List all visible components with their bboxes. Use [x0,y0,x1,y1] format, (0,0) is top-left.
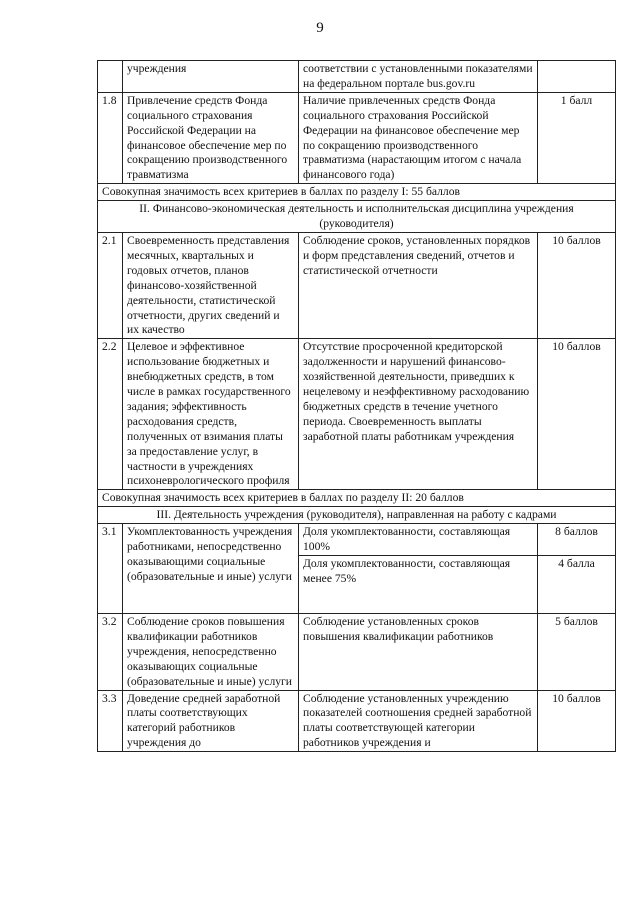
section-total-row [98,490,616,507]
table-row [98,524,616,556]
row-number: 3.2 [98,614,123,691]
indicator-text: соответствии с установленными показателями на федеральном портале bus.gov.ru [299,61,538,93]
row-number: 3.3 [98,690,123,752]
table-row [98,92,616,183]
indicator-text: Соблюдение установленных учреждению показателей соотношения средней заработной платы соответствующей категории работников учреждения и [299,690,538,752]
criterion-text: Доведение средней заработной платы соответствующих категорий работников учреждения до [123,690,299,752]
criterion-text: Привлечение средств Фонда социального страхования Российской Федерации на финансовое обеспечение мер по сокращению производственного травматизма [123,92,299,183]
criterion-text: учреждения [123,61,299,93]
page-number: 9 [316,20,324,36]
row-number: 1.8 [98,92,123,183]
row-number: 2.1 [98,232,123,338]
section-total-row [98,184,616,201]
criterion-text: Соблюдение сроков повышения квалификации работников учреждения, непосредственно оказывающих социальные (образовательные и иные) услуги [123,614,299,691]
points-value: 5 баллов [538,614,616,691]
points-value: 1 балл [538,92,616,183]
indicator-text: Доля укомплектованности, составляющая 100% [299,524,538,556]
criterion-text: Целевое и эффективное использование бюджетных и внебюджетных средств, в том числе в рамках государственного задания; эффективность расходования средств, полученных от взимания платы за предоставление услуг, в частности в учреждениях психоневрологического профиля [123,339,299,490]
points-value: 10 баллов [538,339,616,490]
row-number [98,61,123,93]
points-value [538,61,616,93]
table-row [98,61,616,93]
row-number: 2.2 [98,339,123,490]
section-heading: II. Финансово-экономическая деятельность и исполнительская дисциплина учреждения (руководителя) [98,201,616,233]
points-value: 8 баллов [538,524,616,556]
indicator-text: Отсутствие просроченной кредиторской задолженности и нарушений финансово-хозяйственной деятельности, приведших к нецелевому и неэффективному расходованию бюджетных средств в течение учетного периода. Своевременность выплаты заработной платы работникам учреждения [299,339,538,490]
table-row [98,232,616,338]
row-number: 3.1 [98,524,123,614]
section-heading-row [98,201,616,233]
section-total: Совокупная значимость всех критериев в баллах по разделу I: 55 баллов [98,184,616,201]
indicator-text: Наличие привлеченных средств Фонда социального страхования Российской Федерации на финансовое обеспечение мер по сокращению производственного травматизма (нарастающим итогом с начала финансового года) [299,92,538,183]
criterion-text: Укомплектованность учреждения работниками, непосредственно оказывающими социальные (образовательные и иные) услуги [123,524,299,614]
points-value: 10 баллов [538,232,616,338]
criteria-table [97,60,616,752]
table-row [98,339,616,490]
indicator-text: Соблюдение сроков, установленных порядков и форм представления сведений, отчетов и статистической отчетности [299,232,538,338]
table-row [98,614,616,691]
criterion-text: Своевременность представления месячных, квартальных и годовых отчетов, планов финансово-хозяйственной деятельности, статистической отчетности, других сведений и их качество [123,232,299,338]
section-total: Совокупная значимость всех критериев в баллах по разделу II: 20 баллов [98,490,616,507]
points-value: 10 баллов [538,690,616,752]
section-heading: III. Деятельность учреждения (руководителя), направленная на работу с кадрами [98,507,616,524]
points-value: 4 балла [538,556,616,614]
indicator-text: Доля укомплектованности, составляющая менее 75% [299,556,538,614]
section-heading-row [98,507,616,524]
indicator-text: Соблюдение установленных сроков повышения квалификации работников [299,614,538,691]
table-row [98,690,616,752]
